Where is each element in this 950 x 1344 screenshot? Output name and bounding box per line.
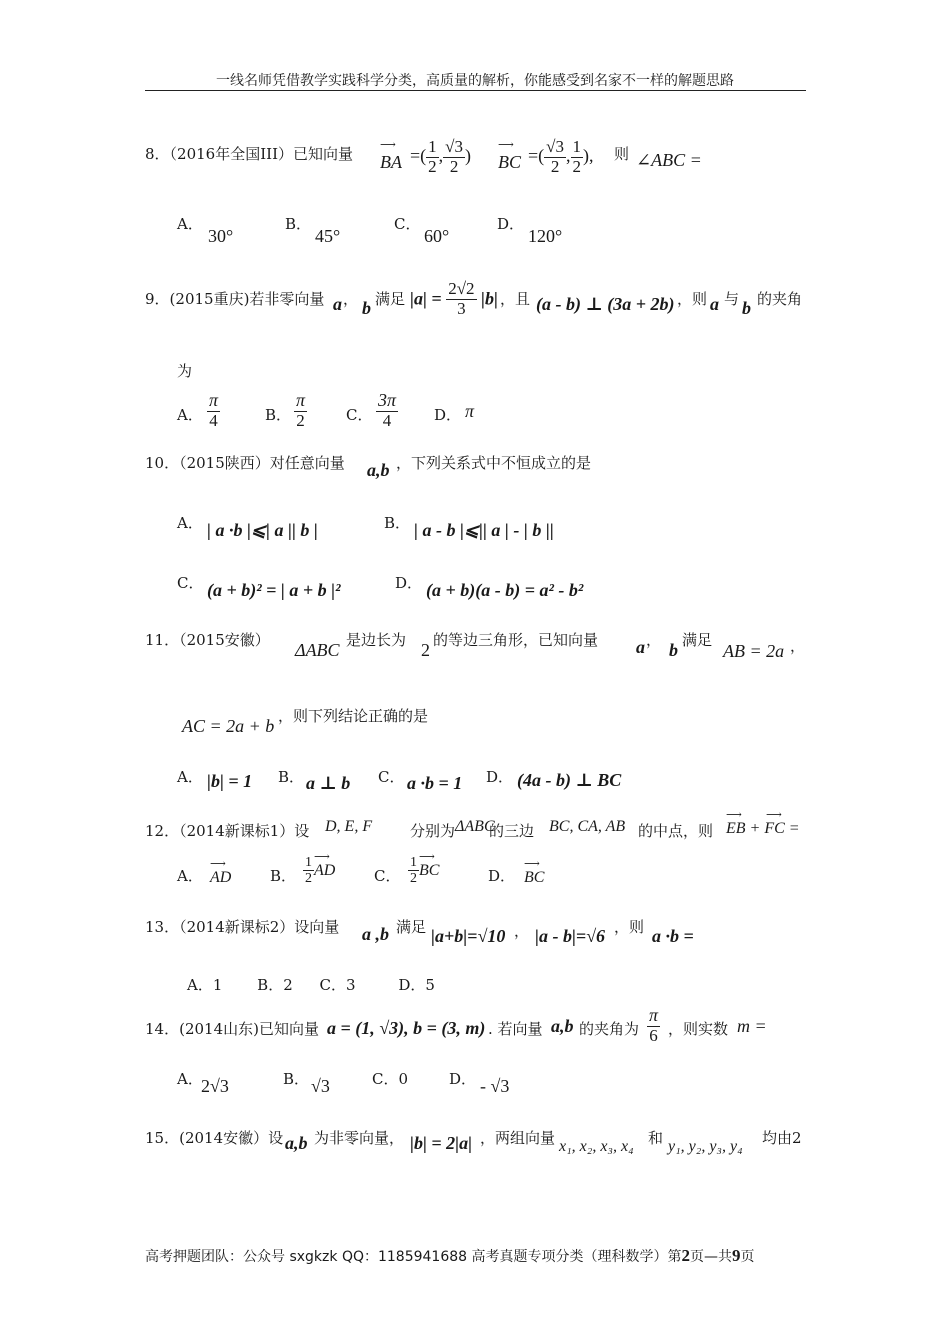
q10-option-c: (a + b)² = | a + b |²: [207, 580, 341, 600]
q10-option-b: | a - b |⩽|| a | - | b ||: [414, 520, 554, 540]
q15-ab: a,b: [285, 1133, 308, 1153]
q11-stem: 11．（2015安徽）: [145, 631, 270, 649]
q14-option-d: - √3: [480, 1076, 510, 1096]
q8-stem: [145, 143, 353, 164]
footer-qq: 1185941688: [377, 1249, 468, 1265]
q11-t4: ，则下列结论正确的是: [278, 707, 429, 725]
q10-option-c-label: C．: [177, 574, 204, 592]
q14-option-d-label: D．: [449, 1070, 477, 1088]
q12-option-d: ⟶ BC: [524, 858, 545, 886]
q14-option-a-label: A．: [177, 1070, 203, 1088]
q9-option-b: $\frac{\pi}{2}$: [296, 390, 306, 430]
q9-and: ，且: [500, 290, 531, 308]
q10-option-b-label: B．: [384, 514, 411, 532]
q15-ys: y₁, y₂, y₃, y₄: [668, 1138, 743, 1155]
q13-vectors: a ,b: [362, 924, 389, 944]
q8-bc-value: =( $\frac{√3}{2}$ , $\frac{1}{2}$ ),: [528, 137, 594, 176]
q12-option-a-label: A．: [177, 867, 203, 885]
q9-condition-1: |a| = $\frac{2√2}{3}$ |b|: [410, 279, 498, 318]
q8-option-d: 120°: [528, 226, 563, 246]
q14-option-c-label: C．0: [372, 1070, 409, 1088]
page-footer: 高考押题团队：公众号 sxgkzk QQ：1185941688 高考真题专项分类（理科数学）第2页—共9页: [145, 1246, 755, 1265]
q8-then: 则: [614, 145, 630, 163]
q8-option-b: 45°: [315, 226, 341, 246]
q11-t1: 是边长为: [346, 631, 407, 649]
q12-option-b-label: B．: [270, 867, 297, 885]
q13-t1: 满足: [396, 918, 427, 936]
q9-option-c-label: C．: [346, 406, 373, 424]
footer-account: sxgkzk: [289, 1249, 338, 1265]
q11-option-d: (4a - b) ⊥ BC: [517, 770, 622, 790]
q9-wei: 为: [177, 362, 193, 380]
q9-stem: 9．(2015重庆)若非零向量: [145, 290, 325, 308]
q12-t2: 的三边: [489, 822, 535, 840]
q12-option-c: $\frac{1}{2}$ ⟶ BC: [410, 850, 440, 887]
q13-option-a: 1: [212, 976, 223, 994]
q13-option-c: 3: [346, 976, 356, 994]
q11-a: a: [636, 637, 645, 657]
q9-condition-2: (a - b) ⊥ (3a + 2b): [536, 294, 675, 314]
q11-option-b-label: B．: [278, 768, 305, 786]
q8-ba-value: =( $\frac{1}{2}$ , $\frac{√3}{2}$ ): [410, 137, 471, 176]
q14-t2: 的夹角为: [579, 1020, 640, 1038]
q13-stem: 13．（2014新课标2）设向量: [145, 918, 340, 936]
q8-option-d-label: D．: [497, 215, 525, 233]
q9-option-b-label: B．: [265, 406, 292, 424]
q10-stem: 10．（2015陕西）对任意向量: [145, 454, 345, 472]
q10-text: ，下列关系式中不恒成立的是: [396, 454, 592, 472]
q11-ac: AC = 2a + b: [182, 716, 275, 736]
q12-sides: BC, CA, AB: [549, 818, 626, 835]
q8-option-a: 30°: [208, 226, 234, 246]
q8-option-a-label: A．: [177, 215, 203, 233]
q9-b: b: [362, 298, 371, 318]
q10-option-a: | a ·b |⩽| a || b |: [207, 520, 318, 540]
q11-option-c-label: C．: [378, 768, 405, 786]
q13-t2: ，则: [614, 918, 645, 936]
header-rule: [145, 90, 806, 91]
q12-t1: 分别为: [410, 822, 456, 840]
q12-option-a: ⟶ AD: [210, 858, 232, 886]
q12-expr: ⟶ ⟶ EB + FC =: [726, 809, 800, 837]
q13-expr: a ·b =: [652, 926, 694, 946]
q10-option-a-label: A．: [177, 514, 203, 532]
q13-option-a-label: A．: [187, 976, 213, 994]
q14-option-b-label: B．: [283, 1070, 310, 1088]
q10-option-d: (a + b)(a - b) = a² - b²: [426, 580, 584, 600]
q11-ab: AB = 2a: [723, 641, 785, 661]
q10-option-d-label: D．: [395, 574, 423, 592]
q13-cond-1: |a+b|=√10: [431, 926, 506, 946]
q9-a: a: [333, 294, 342, 314]
q15-t3: 均由2: [762, 1129, 802, 1147]
q9-b2: b: [742, 298, 751, 318]
q14-option-a: 2√3: [201, 1076, 229, 1096]
q12-option-d-label: D．: [488, 867, 516, 885]
footer-page: 2: [681, 1246, 691, 1265]
q9-option-a-label: A．: [177, 406, 203, 424]
q12-t3: 的中点，则: [638, 822, 714, 840]
q8-vector-ba: ⟶ BA: [380, 139, 402, 172]
q11-option-b: a ⊥ b: [306, 773, 351, 793]
q15-cond: |b| = 2|a|: [410, 1133, 473, 1153]
q8-number: 8．: [145, 145, 170, 163]
q11-option-a-label: A．: [177, 768, 203, 786]
q13-cond-2: |a - b|=√6: [535, 926, 606, 946]
q9-option-c: $\frac{3\pi}{4}$: [378, 390, 397, 430]
q14-ab: a,b: [551, 1016, 574, 1036]
footer-total: 9: [732, 1246, 741, 1265]
q8-source: （2016年全国III）已知向量: [169, 145, 353, 163]
q12-stem: 12．（2014新课标1）设: [145, 822, 310, 840]
q15-he: 和: [648, 1129, 664, 1147]
q15-t2: ，两组向量: [480, 1129, 556, 1147]
q15-stem: 15．(2014安徽）设: [145, 1129, 284, 1147]
q10-vectors: a,b: [367, 460, 390, 480]
q8-option-c-label: C．: [394, 215, 421, 233]
q9-satisfy: 满足: [375, 290, 406, 308]
q9-angle-text: 的夹角: [757, 290, 803, 308]
q13-option-b-label: B．: [257, 976, 284, 994]
q14-vectors: a = (1, √3), b = (3, m): [327, 1018, 486, 1038]
q12-option-b: $\frac{1}{2}$ ⟶ AD: [305, 850, 336, 887]
q14-t1: . 若向量: [488, 1020, 543, 1038]
q8-option-c: 60°: [424, 226, 450, 246]
q14-stem: 14．(2014山东)已知向量: [145, 1020, 319, 1038]
q14-t3: ，则实数: [668, 1020, 729, 1038]
q8-angle: ∠ABC =: [636, 150, 702, 170]
q13-option-d-label: D．: [398, 976, 426, 994]
q11-option-d-label: D．: [486, 768, 514, 786]
q11-option-a: |b| = 1: [207, 771, 253, 791]
q11-option-c: a ·b = 1: [407, 773, 463, 793]
q9-with: 与: [724, 290, 740, 308]
q15-t1: 为非零向量，: [314, 1129, 405, 1147]
q14-fraction: $\frac{\pi}{6}$: [649, 1005, 659, 1045]
q9-option-d: π: [465, 401, 475, 421]
q13-option-b: 2: [283, 976, 293, 994]
q9-then: ，则: [677, 290, 708, 308]
q8-vector-bc: ⟶ BC: [498, 139, 522, 172]
q11-t3: 满足: [682, 631, 713, 649]
q8-arrow-ba: ⟶: [380, 139, 396, 151]
q12-triangle: ΔABC: [455, 818, 495, 835]
q11-b: b: [669, 640, 678, 660]
q9-option-d-label: D．: [434, 406, 462, 424]
q13-options: [187, 974, 435, 995]
q8-option-b-label: B．: [285, 215, 312, 233]
page-header: 一线名师凭借教学实践科学分类，高质量的解析，你能感受到名家不一样的解题思路: [216, 73, 734, 89]
q12-points: D, E, F: [325, 818, 373, 835]
q9-a2: a: [710, 294, 719, 314]
q11-two: 2: [421, 640, 430, 660]
q9-option-a: $\frac{\pi}{4}$: [209, 390, 219, 430]
q14-option-c: 0: [398, 1070, 409, 1088]
q14-m: m =: [737, 1016, 767, 1036]
q12-option-c-label: C．: [374, 867, 401, 885]
q11-t2: 的等边三角形，已知向量: [433, 631, 599, 649]
q14-option-b: √3: [311, 1076, 330, 1096]
q13-option-d: 5: [425, 976, 435, 994]
q15-xs: x₁, x₂, x₃, x₄: [559, 1138, 634, 1155]
q11-triangle: ΔABC: [295, 640, 340, 660]
q13-option-c-label: C．: [319, 976, 347, 994]
